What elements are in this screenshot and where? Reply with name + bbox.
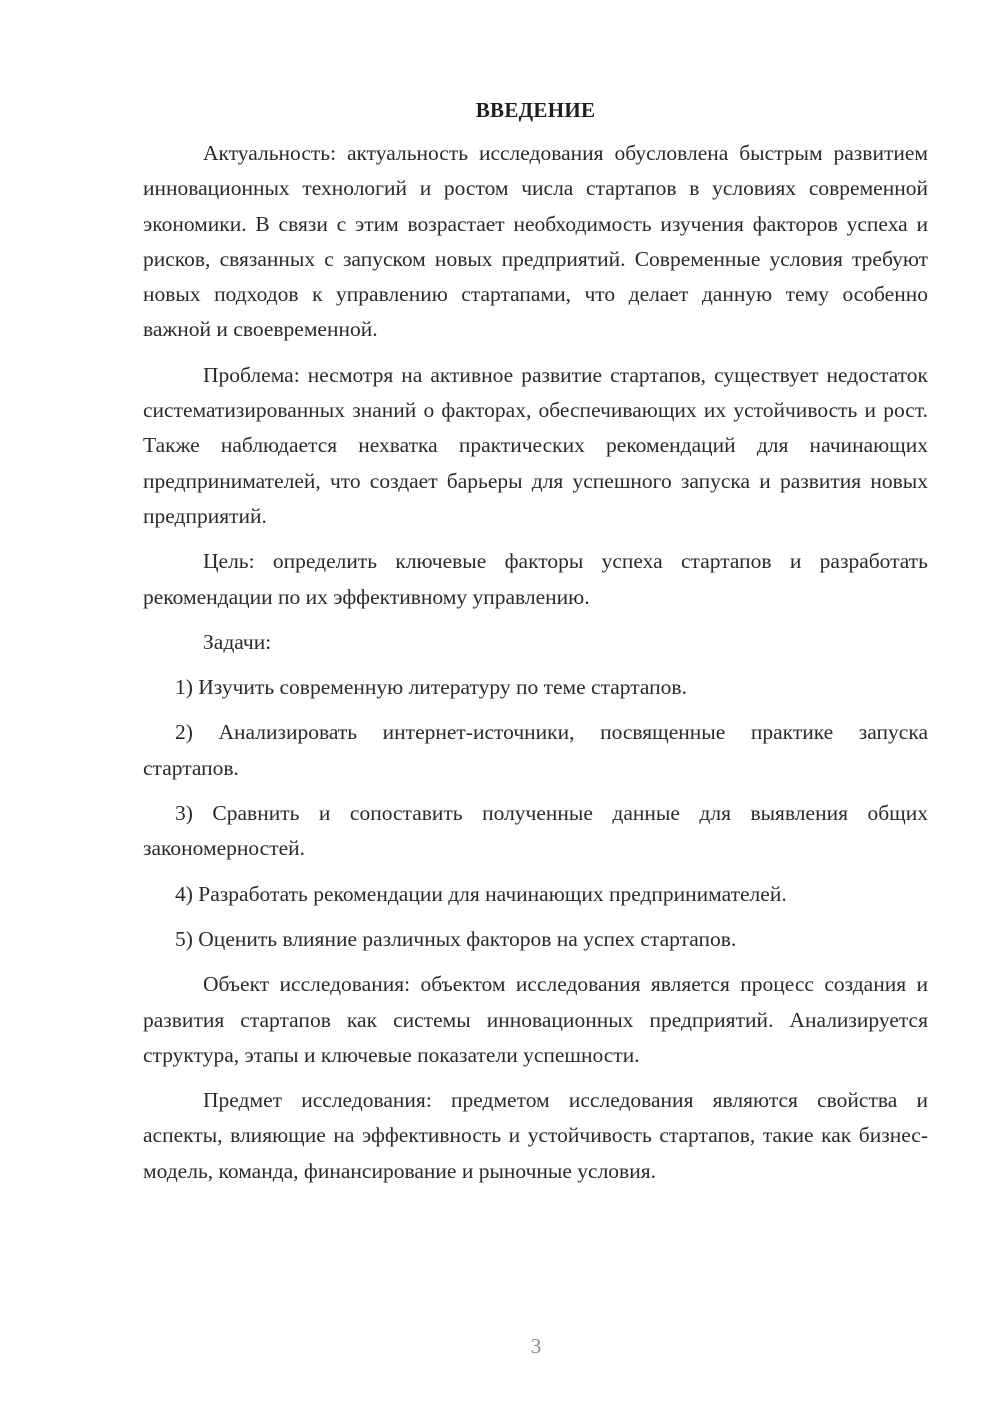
paragraph-subject: Предмет исследования: предметом исследования являются свойства и аспекты, влияющие на эффективность и устойчивость стартапов, такие как бизнес-модель, команда, финансирование и рыночные условия.	[143, 1088, 928, 1183]
task-item-1: 1) Изучить современную литературу по теме стартапов.	[175, 675, 687, 700]
task-item-4: 4) Разработать рекомендации для начинающих предпринимателей.	[175, 881, 787, 906]
task-item-2: 2) Анализировать интернет-источники, посвященные практике запуска стартапов.	[143, 720, 928, 780]
section-heading: ВВЕДЕНИЕ	[475, 98, 596, 122]
paragraph-problem: Проблема: несмотря на активное развитие стартапов, существует недостаток систематизированных знаний о факторах, обеспечивающих их устойчивость и рост. Также наблюдается нехватка практических рекомендаций для начинающих предпринимателей, что создает барьеры для успешного запуска и развития новых предприятий.	[143, 362, 928, 528]
task-item-5: 5) Оценить влияние различных факторов на успех стартапов.	[175, 926, 737, 951]
page-content	[143, 96, 928, 1199]
paragraph-relevance: Актуальность: актуальность исследования обусловлена быстрым развитием инновационных технологий и ростом числа стартапов в условиях современной экономики. В связи с этим возрастает необходимость изучения факторов успеха и рисков, связанных с запуском новых предприятий. Современные условия требуют новых подходов к управлению стартапами, что делает данную тему особенно важной и своевременной.	[143, 141, 928, 342]
tasks-label: Задачи:	[203, 629, 272, 654]
task-item-3: 3) Сравнить и сопоставить полученные данные для выявления общих закономерностей.	[143, 801, 928, 861]
paragraph-object: Объект исследования: объектом исследования является процесс создания и развития стартапов как системы инновационных предприятий. Анализируется структура, этапы и ключевые показатели успешности.	[143, 972, 928, 1067]
paragraph-goal: Цель: определить ключевые факторы успеха стартапов и разработать рекомендации по их эффективному управлению.	[143, 549, 928, 609]
page-number: 3	[530, 1334, 542, 1358]
